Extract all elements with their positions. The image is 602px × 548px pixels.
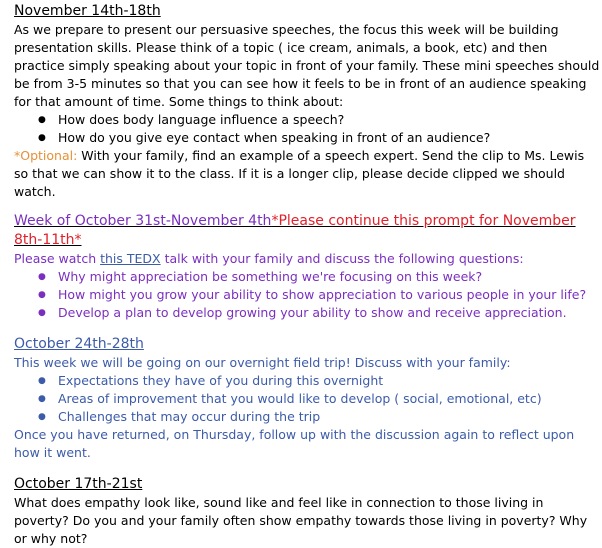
list-item: ● Expectations they have of you during this overnight — [38, 372, 600, 390]
section-heading: November 14th-18th — [14, 3, 161, 19]
question-list — [14, 268, 600, 322]
intro-before: Please watch — [14, 251, 101, 266]
tedx-link[interactable]: this TEDX — [100, 251, 161, 266]
section-october-31-november-4 — [14, 212, 600, 322]
section-heading-title: Week of October 31st-November 4th — [14, 213, 272, 229]
section-intro: This week we will be going on our overnight field trip! Discuss with your family: — [14, 355, 511, 370]
section-november-14-18 — [14, 2, 600, 201]
list-item: ● How might you grow your ability to show appreciation to various people in your life? — [38, 286, 600, 304]
list-item: ● How do you give eye contact when speaking in front of an audience? — [38, 129, 600, 147]
section-intro: As we prepare to present our persuasive speeches, the focus this week will be building presentation skills. Please think of a topic ( ice cream, animals, a book, etc) and then practice simply speaking about your topic in front of your family. These mini speeches should be from 3-5 minutes so that you can see how it feels to be in front of an audience speaking for that amount of time. Some things to think about: — [14, 22, 600, 109]
list-item: ● Why might appreciation be something we're focusing on this week? — [38, 268, 600, 286]
optional-label: *Optional: — [14, 148, 78, 163]
section-closing: Once you have returned, on Thursday, follow up with the discussion again to reflect upon how it went. — [14, 427, 575, 460]
list-item: ● Areas of improvement that you would like to develop ( social, emotional, etc) — [38, 390, 600, 408]
question-list — [14, 372, 600, 426]
section-intro — [14, 250, 600, 268]
list-item: ● Challenges that may occur during the trip — [38, 408, 600, 426]
section-heading-note: *Please continue this prompt for November 8th-11th* — [14, 213, 576, 248]
optional-note — [14, 147, 600, 201]
section-october-17-21 — [14, 475, 600, 548]
list-item: ● How does body language influence a speech? — [38, 111, 600, 129]
list-item: ● Develop a plan to develop growing your ability to show and receive appreciation. — [38, 304, 600, 322]
intro-after: talk with your family and discuss the following questions: — [160, 251, 524, 266]
section-heading: October 24th-28th — [14, 336, 144, 352]
optional-text: With your family, find an example of a speech expert. Send the clip to Ms. Lewis so that we can show it to the class. If it is a longer clip, please decide clipped we should watch. — [14, 148, 585, 199]
section-heading: October 17th-21st — [14, 476, 143, 492]
section-intro: What does empathy look like, sound like and feel like in connection to those living in poverty? Do you and your family often show empathy towards those living in poverty? Why or why not? — [14, 495, 588, 546]
section-heading — [14, 212, 600, 250]
question-list — [14, 111, 600, 147]
section-october-24-28 — [14, 335, 600, 462]
